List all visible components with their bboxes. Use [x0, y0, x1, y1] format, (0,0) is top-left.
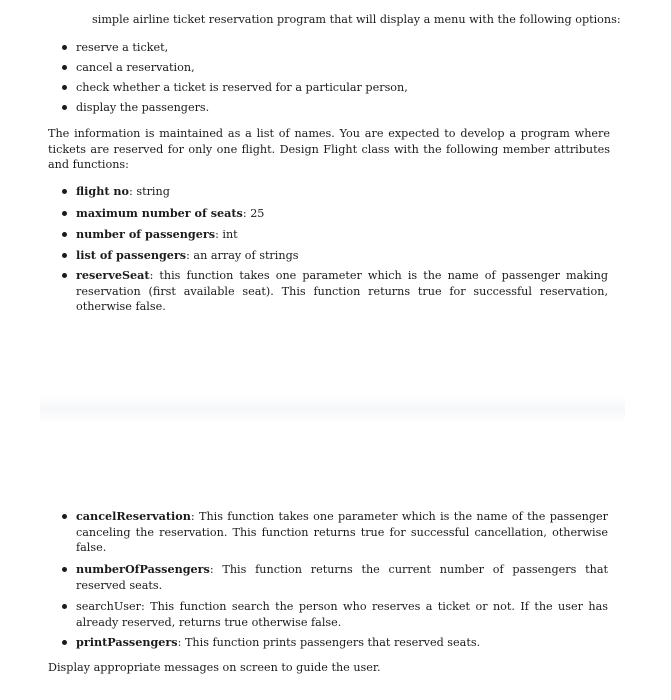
page-gap: [40, 395, 625, 423]
function-name: printPassengers: [76, 635, 178, 649]
attribute-description: 25: [250, 207, 265, 220]
attribute-name: list of passengers: [76, 248, 187, 262]
attribute-item: reserveSeat: this function takes one parameter which is the name of passenger making reservation (first available seat). This function returns true for successful reservation, otherwise false.: [76, 268, 608, 315]
function-description: This function takes one parameter which is the name of the passenger canceling the reservation. This function returns true for successful cancellation, otherwise false.: [76, 510, 608, 554]
bullet-icon: [62, 640, 67, 645]
attribute-description: int: [222, 228, 238, 241]
function-name: numberOfPassengers: [76, 562, 210, 576]
bullet-icon: [62, 514, 67, 519]
bullet-icon: [62, 604, 67, 609]
attribute-item: maximum number of seats: 25: [76, 206, 611, 222]
bullet-icon: [62, 253, 67, 258]
bullet-icon: [62, 211, 67, 216]
menu-option: [76, 80, 616, 96]
attribute-item: list of passengers: an array of strings: [76, 248, 611, 264]
bullet-icon: [62, 105, 67, 110]
function-description: This function returns the current number of passengers that reserved seats.: [76, 563, 609, 592]
function-item: printPassengers: This function prints passengers that reserved seats.: [76, 635, 608, 651]
attribute-description: this function takes one parameter which is the name of passenger making reservation (first available seat). This function returns true for successful reservation, otherwise false.: [76, 269, 608, 313]
menu-option-text: cancel a reservation,: [76, 61, 195, 74]
attribute-name: flight no: [76, 184, 129, 198]
attribute-item: number of passengers: int: [76, 227, 611, 243]
intro-text: simple airline ticket reservation program that will display a menu with the following options:: [92, 13, 621, 26]
attribute-description: string: [136, 185, 170, 198]
menu-option: [76, 100, 616, 116]
menu-option-text: check whether a ticket is reserved for a particular person,: [76, 81, 408, 94]
function-item: numberOfPassengers: This function returns the current number of passengers that reserved seats.: [76, 562, 608, 593]
menu-option-text: display the passengers.: [76, 101, 210, 114]
closing-text: Display appropriate messages on screen to guide the user.: [48, 661, 381, 674]
function-description: This function prints passengers that reserved seats.: [184, 636, 481, 649]
attribute-name: maximum number of seats: [76, 206, 243, 220]
function-name: cancelReservation: [76, 509, 191, 523]
menu-option: [76, 60, 616, 76]
info-paragraph: The information is maintained as a list of names. You are expected to develop a program where tickets are reserved for only one flight. Design Flight class with the following member attributes and functions:: [48, 127, 610, 171]
bullet-icon: [62, 65, 67, 70]
menu-option-text: reserve a ticket,: [76, 41, 169, 54]
attribute-description: an array of strings: [193, 249, 299, 262]
attribute-name: number of passengers: [76, 227, 216, 241]
attribute-name: reserveSeat: [76, 268, 150, 282]
bullet-icon: [62, 189, 67, 194]
function-item: cancelReservation: This function takes one parameter which is the name of the passenger canceling the reservation. This function returns true for successful cancellation, otherwise false.: [76, 509, 608, 556]
bullet-icon: [62, 273, 67, 278]
attribute-item: flight no: string: [76, 184, 611, 200]
bullet-icon: [62, 232, 67, 237]
menu-option: [76, 40, 616, 56]
function-description: This function search the person who reserves a ticket or not. If the user has already reserved, returns true otherwise false.: [76, 600, 608, 629]
bullet-icon: [62, 85, 67, 90]
function-item: searchUser: This function search the person who reserves a ticket or not. If the user has already reserved, returns true otherwise false.: [76, 599, 608, 630]
bullet-icon: [62, 567, 67, 572]
bullet-icon: [62, 45, 67, 50]
function-name: searchUser: [76, 600, 141, 613]
